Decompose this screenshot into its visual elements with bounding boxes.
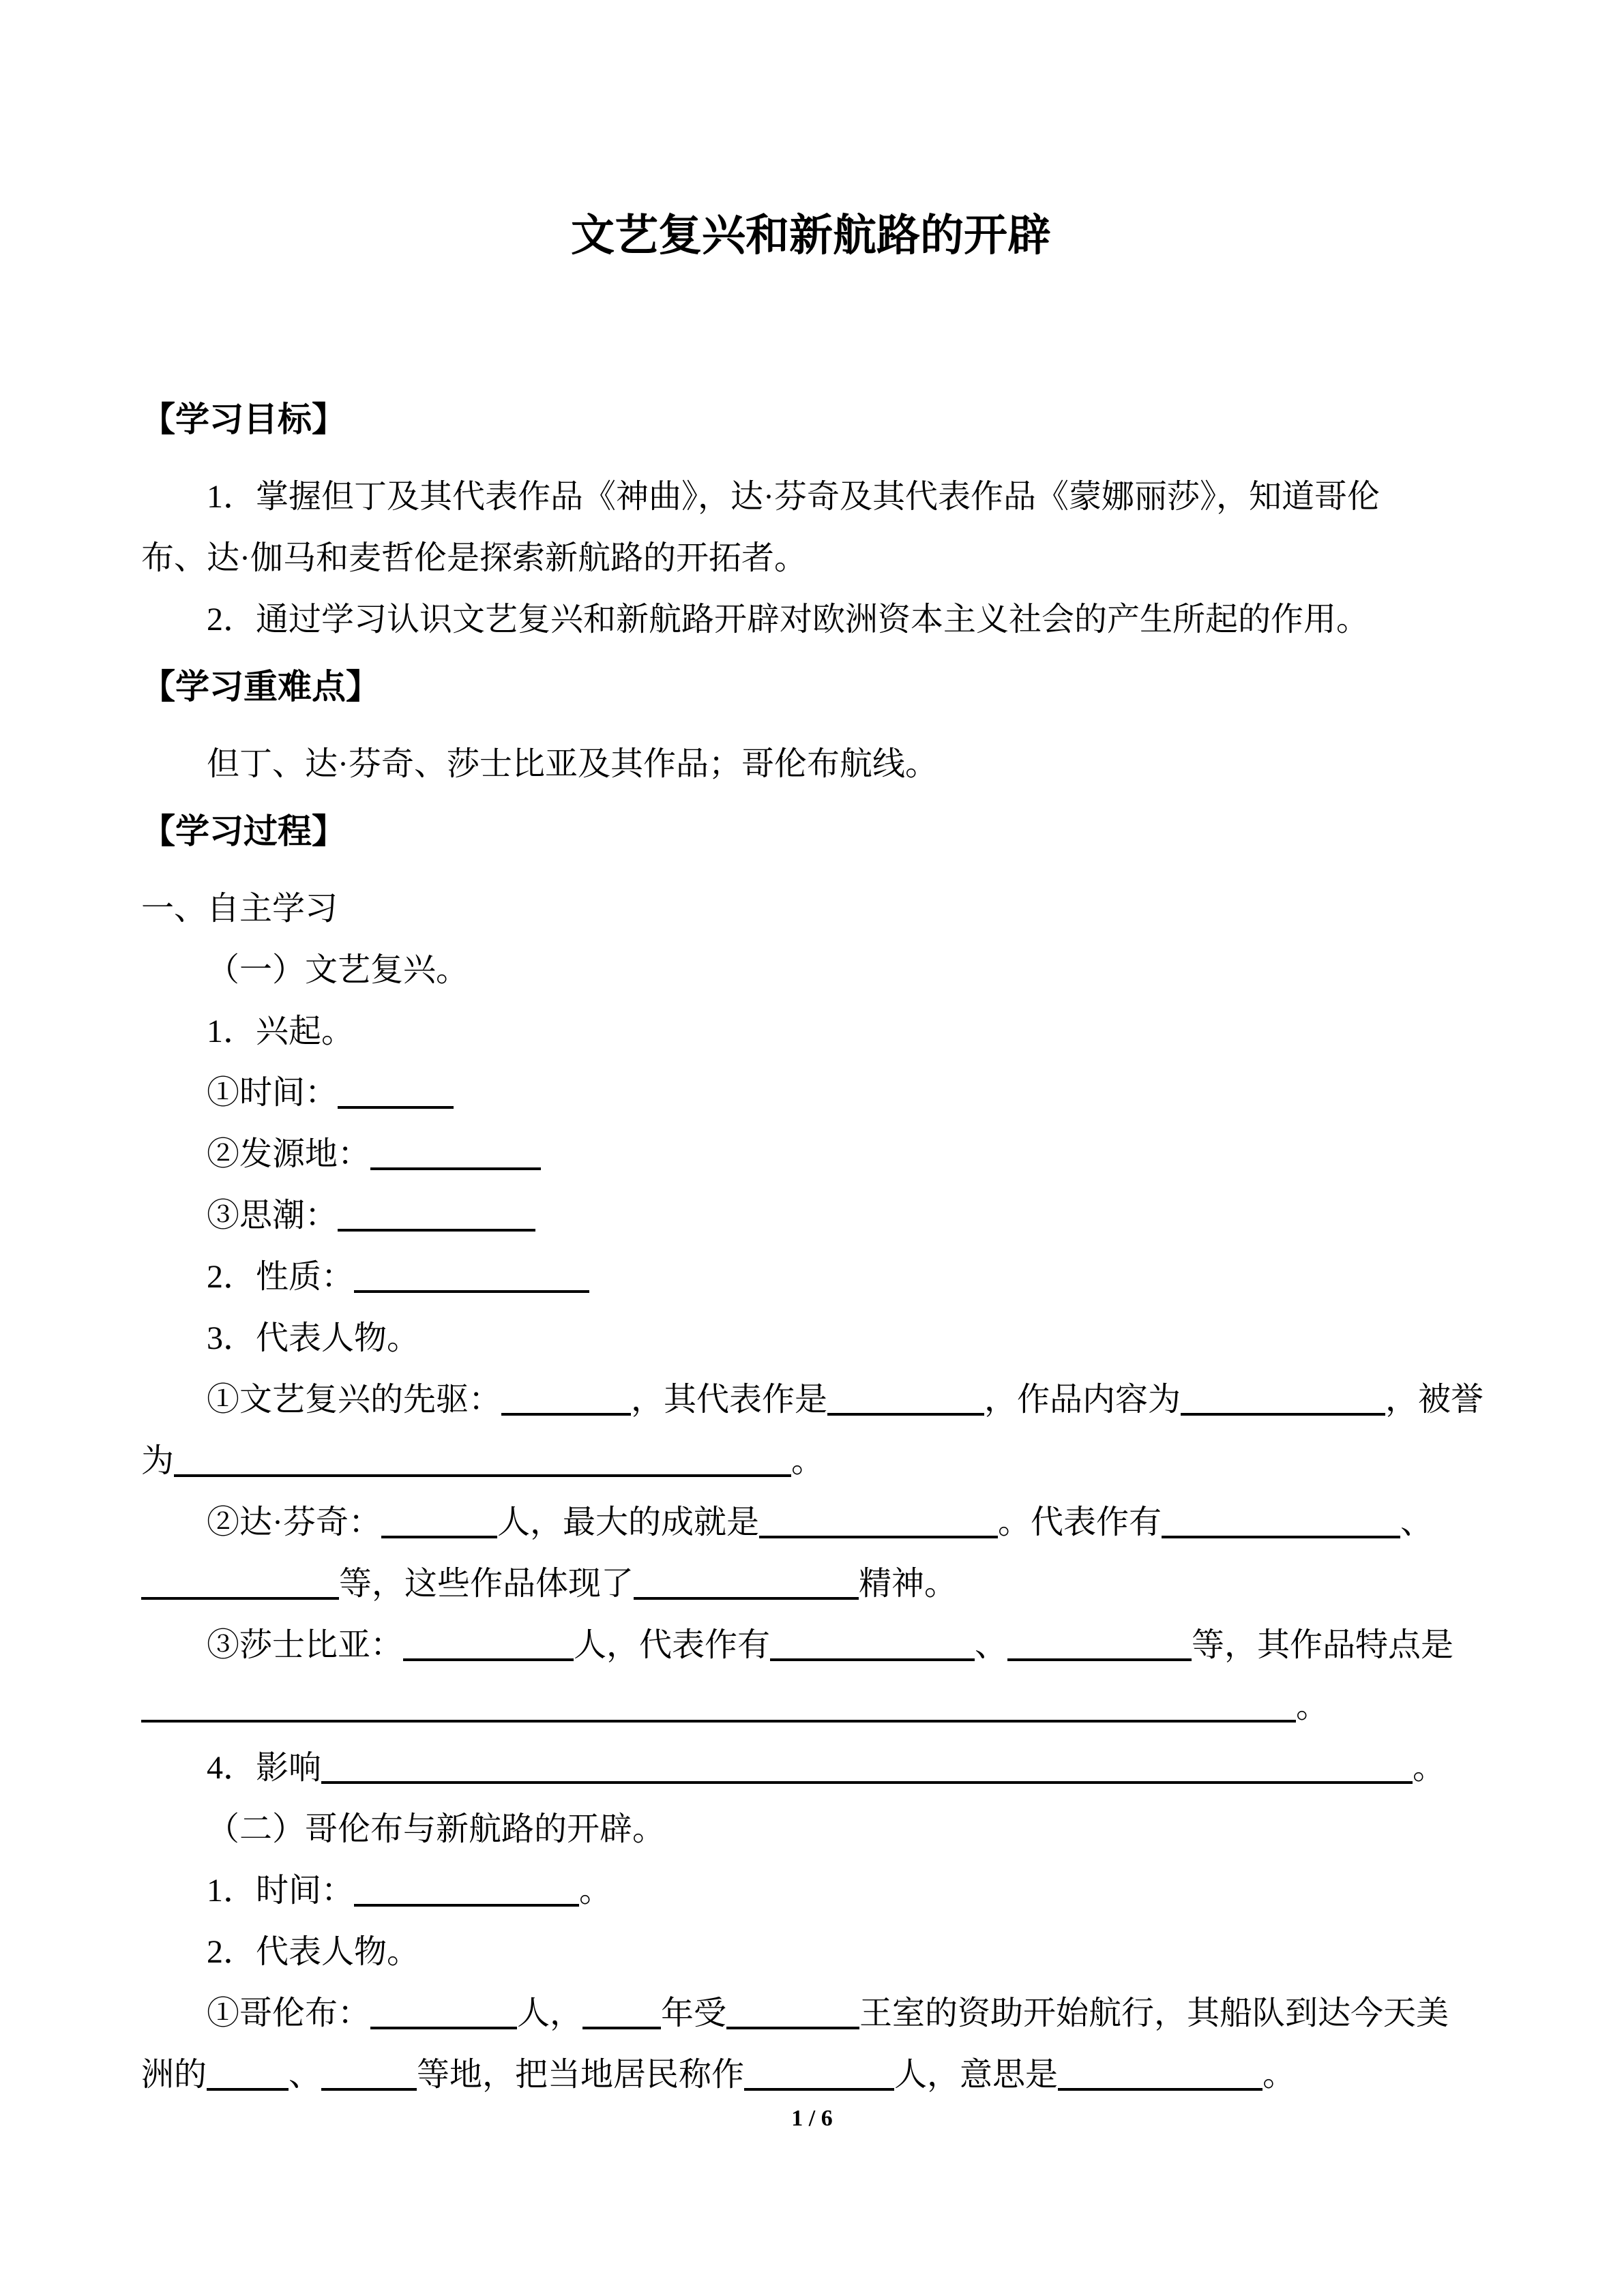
document-title: 文艺复兴和新航路的开辟 <box>571 211 1051 260</box>
text-run: 等，这些作品体现了 <box>339 1566 634 1602</box>
text-line <box>141 1001 1481 1062</box>
text-line <box>141 466 1481 528</box>
blank-underline[interactable] <box>744 2088 894 2091</box>
blank-underline[interactable] <box>141 1720 1296 1723</box>
blank-underline[interactable] <box>501 1413 631 1416</box>
text-run: 、 <box>289 2057 322 2093</box>
text-line <box>141 1369 1484 1431</box>
text-line <box>141 1124 1481 1185</box>
blank-underline[interactable] <box>770 1658 975 1661</box>
text-run: （一）文艺复兴。 <box>207 952 469 988</box>
text-run: 人，最大的成就是 <box>497 1504 760 1540</box>
blank-underline[interactable] <box>1007 1658 1192 1661</box>
text-line <box>141 878 1481 940</box>
text-run: 布、达·伽马和麦哲伦是探索新航路的开拓者。 <box>141 540 807 576</box>
text-run: 年受 <box>661 1995 727 2031</box>
text-line <box>141 1185 1481 1247</box>
text-line <box>141 1922 1481 1983</box>
text-run: 精神。 <box>859 1566 958 1602</box>
text-line <box>141 1308 1481 1369</box>
text-run: ③思潮： <box>207 1197 338 1234</box>
blank-underline[interactable] <box>1181 1413 1385 1416</box>
text-line <box>141 2044 1481 2106</box>
blank-underline[interactable] <box>354 1904 579 1907</box>
text-line <box>141 940 1481 1001</box>
text-run: ①哥伦布： <box>207 1995 371 2031</box>
text-line <box>141 1983 1481 2044</box>
blank-underline[interactable] <box>403 1658 574 1661</box>
page-number: 1 / 6 <box>791 2106 833 2131</box>
text-run: 为 <box>141 1443 175 1479</box>
blank-underline[interactable] <box>354 1290 589 1293</box>
text-run: 但丁、达·芬奇、莎士比亚及其作品；哥伦布航线。 <box>207 746 938 782</box>
document-body <box>141 389 1484 2106</box>
text-run: ，作品内容为 <box>984 1382 1181 1418</box>
text-run: 一、自主学习 <box>141 891 338 927</box>
blank-underline[interactable] <box>174 1474 791 1477</box>
section-heading <box>141 389 1481 450</box>
text-line <box>141 1738 1481 1799</box>
text-line <box>141 734 1481 795</box>
text-run: 人， <box>517 1995 583 2031</box>
blank-underline[interactable] <box>759 1536 998 1538</box>
text-line <box>141 1492 1481 1553</box>
text-line <box>141 1860 1481 1922</box>
text-line <box>141 1553 1481 1615</box>
text-run: 。 <box>1263 2057 1296 2093</box>
text-run: 2．性质： <box>207 1259 355 1295</box>
text-run: 等地，把当地居民称作 <box>417 2057 745 2093</box>
text-run: 人，意思是 <box>894 2057 1059 2093</box>
text-line <box>141 1799 1481 1860</box>
text-run: 等，其作品特点是 <box>1192 1627 1454 1663</box>
text-run: 王室的资助开始航行，其船队到达今天美 <box>859 1995 1449 2031</box>
text-run: ②达·芬奇： <box>207 1504 381 1540</box>
text-run: 、 <box>975 1627 1008 1663</box>
text-run: ③莎士比亚： <box>207 1627 404 1663</box>
text-run: 2．通过学习认识文艺复兴和新航路开辟对欧洲资本主义社会的产生所起的作用。 <box>207 601 1370 638</box>
text-run: 人，代表作有 <box>574 1627 771 1663</box>
blank-underline[interactable] <box>1162 1536 1400 1538</box>
blank-underline[interactable] <box>827 1413 984 1416</box>
blank-underline[interactable] <box>141 1597 339 1600</box>
blank-underline[interactable] <box>381 1536 497 1538</box>
document-content <box>141 202 1484 2106</box>
text-line <box>141 1062 1481 1124</box>
section-heading <box>141 801 1481 862</box>
text-line <box>141 589 1481 651</box>
text-run: 1．时间： <box>207 1873 355 1909</box>
blank-underline[interactable] <box>207 2088 289 2091</box>
text-run: 1．兴起。 <box>207 1013 355 1049</box>
blank-underline[interactable] <box>726 2027 859 2029</box>
text-run: ②发源地： <box>207 1136 371 1172</box>
text-run: 。 <box>791 1443 825 1479</box>
text-line <box>141 1615 1481 1676</box>
text-run: ，其代表作是 <box>631 1382 828 1418</box>
text-run: 1．掌握但丁及其代表作品《神曲》，达·芬奇及其代表作品《蒙娜丽莎》，知道哥伦 <box>207 479 1380 515</box>
text-run: 【学习重难点】 <box>141 668 380 706</box>
text-run: 。代表作有 <box>998 1504 1162 1540</box>
text-run: 【学习过程】 <box>141 812 346 850</box>
blank-underline[interactable] <box>338 1106 454 1109</box>
blank-underline[interactable] <box>321 2088 417 2091</box>
text-run: 。 <box>579 1873 612 1909</box>
blank-underline[interactable] <box>582 2027 661 2029</box>
blank-underline[interactable] <box>321 1781 1413 1784</box>
text-line <box>141 1676 1481 1738</box>
blank-underline[interactable] <box>338 1229 535 1232</box>
text-line <box>141 528 1481 589</box>
text-run: 4．影响 <box>207 1750 322 1786</box>
blank-underline[interactable] <box>634 1597 859 1600</box>
blank-underline[interactable] <box>370 2027 517 2029</box>
text-run: （二）哥伦布与新航路的开辟。 <box>207 1811 666 1847</box>
text-run: ①时间： <box>207 1075 338 1111</box>
text-line <box>141 1247 1481 1308</box>
text-run: 洲的 <box>141 2057 207 2093</box>
text-run: 3．代表人物。 <box>207 1320 420 1356</box>
text-run: 2．代表人物。 <box>207 1934 420 1970</box>
text-run: 。 <box>1296 1688 1329 1725</box>
text-run: ，被誉 <box>1385 1382 1484 1418</box>
blank-underline[interactable] <box>1058 2088 1263 2091</box>
section-heading <box>141 656 1481 717</box>
text-run: ①文艺复兴的先驱： <box>207 1382 502 1418</box>
text-line <box>141 1431 1481 1492</box>
text-run: 。 <box>1413 1750 1446 1786</box>
blank-underline[interactable] <box>370 1167 541 1170</box>
text-run: 、 <box>1400 1504 1434 1540</box>
text-run: 【学习目标】 <box>141 400 346 438</box>
